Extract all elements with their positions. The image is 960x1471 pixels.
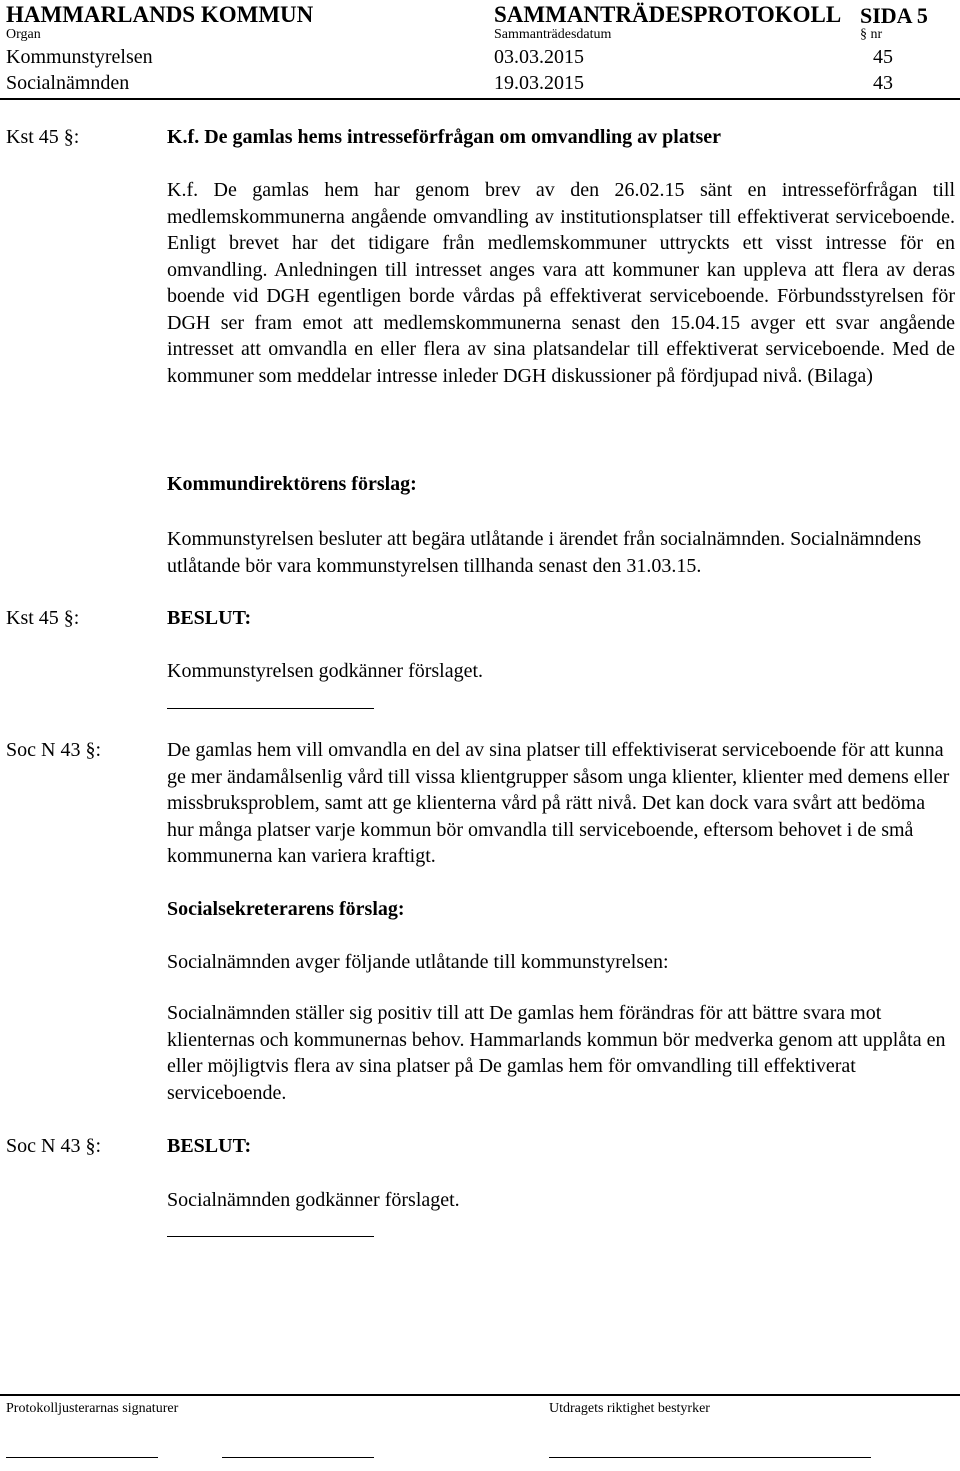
signature-line-2 xyxy=(222,1457,374,1458)
header-organ-2: Socialnämnden xyxy=(6,72,130,94)
kst-body-paragraph: K.f. De gamlas hem har genom brev av den 26.02.15 sänt en intresseförfrågan till medlemskommunerna angående omvandling av institutionsplatser till effektiverat serviceboende. Enligt brevet har det tidigare från medlemskommuner uttryckts ett visst intresse för en omvandling. Anledningen till intresset anges vara att kommuner kan uppleva att flera av deras boende vid DGH egentligen borde vårdas på effektiverat serviceboende. Förbundsstyrelsen för DGH ser fram emot att medlemskommunerna senast den 15.04.15 avger ett svar angående intresset att omvandla en eller flera av sina platsandelar till effektiverat serviceboende. Med de kommuner som meddelar intresse inleder DGH diskussioner på fördjupad nivå. (Bilaga) xyxy=(167,179,955,387)
page-number: SIDA 5 xyxy=(860,3,928,28)
socn-proposal-heading: Socialsekreterarens förslag: xyxy=(167,898,405,920)
socn-body-paragraph: De gamlas hem vill omvandla en del av sina platser till effektiviserat serviceboende för att kunna ge mer ändamålsenlig vård till vissa klientgrupper såsom unga klienter, klienter med demens eller missbruksproblem, samt att ge klienterna vård på rätt nivå. Det kan dock vara svårt att bedöma hur många platser varje kommun bör omvandla till serviceboende, eftersom behovet i de små kommunerna kan variera kraftigt. xyxy=(167,739,950,867)
signature-line-1 xyxy=(6,1457,158,1458)
kst-decision-heading: BESLUT: xyxy=(167,607,252,629)
header-nr-1: 45 xyxy=(873,46,893,68)
footer-signatures-label: Protokolljusterarnas signaturer xyxy=(6,1401,179,1416)
socn-decision-text: Socialnämnden godkänner förslaget. xyxy=(167,1189,460,1211)
column-label-date: Sammanträdesdatum xyxy=(494,27,612,42)
column-label-nr: § nr xyxy=(860,27,883,42)
header-organ-1: Kommunstyrelsen xyxy=(6,46,153,68)
document-type: SAMMANTRÄDESPROTOKOLL xyxy=(494,2,842,27)
kst-proposal-heading: Kommundirektörens förslag: xyxy=(167,473,417,495)
kst-decision-text: Kommunstyrelsen godkänner förslaget. xyxy=(167,660,484,682)
socn-proposal-text: Socialnämnden ställer sig positiv till att De gamlas hem förändras för att bättre svara mot klienternas och kommunernas behov. Hammarlands kommun bör medverka genom att upplåta en eller möjligtvis flera av sina platser på De gamlas hem för omvandling till effektiverat serviceboende. xyxy=(167,1002,946,1104)
decision-label-kst: Kst 45 §: xyxy=(6,607,80,629)
case-label-kst: Kst 45 §: xyxy=(6,126,80,148)
kst-proposal-text: Kommunstyrelsen besluter att begära utlåtande i ärendet från socialnämnden. Socialnämndens utlåtande bör vara kommunstyrelsen tillhanda senast den 31.03.15. xyxy=(167,528,922,577)
socn-decision-heading: BESLUT: xyxy=(167,1135,252,1157)
footer-verification-label: Utdragets riktighet bestyrker xyxy=(549,1401,710,1416)
municipality-name: HAMMARLANDS KOMMUN xyxy=(6,2,314,27)
header-divider xyxy=(0,98,960,100)
socn-proposal-intro: Socialnämnden avger följande utlåtande till kommunstyrelsen: xyxy=(167,951,669,973)
footer-divider xyxy=(0,1394,960,1396)
case-title: K.f. De gamlas hems intresseförfrågan om omvandling av platser xyxy=(167,126,722,148)
verification-line xyxy=(549,1457,871,1458)
socn-separator-line xyxy=(167,1236,374,1237)
case-label-socn: Soc N 43 §: xyxy=(6,739,101,761)
kst-separator-line xyxy=(167,708,374,709)
column-label-organ: Organ xyxy=(6,27,41,42)
header-date-2: 19.03.2015 xyxy=(494,72,584,94)
header-date-1: 03.03.2015 xyxy=(494,46,584,68)
header-nr-2: 43 xyxy=(873,72,893,94)
decision-label-socn: Soc N 43 §: xyxy=(6,1135,101,1157)
